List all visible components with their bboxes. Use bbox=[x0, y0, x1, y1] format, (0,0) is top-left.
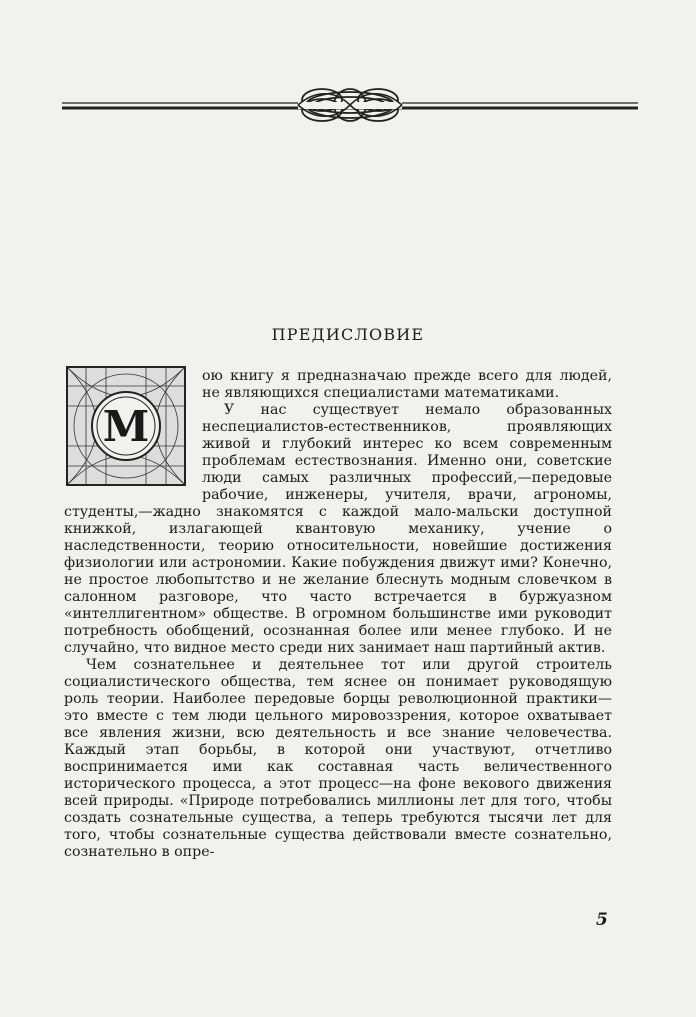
header-ornament bbox=[60, 80, 640, 130]
paragraph-2: У нас существует немало образованных неспециалистов-естественников, проявляющих живой и глубокий интерес ко всем современным проблемам естествознания. Именно они, советские люди самых различных профессий,—передовые рабочие, инженеры, учителя, врачи, агрономы, студенты,—жадно знакомятся с каждой мало-мальски доступной книжкой, излагающей квантовую механику, учение о наследственности, теорию относительности, новейшие достижения физиологии или астрономии. Какие побуждения движут ими? Конечно, не простое любопытство и не желание блеснуть модным словечком в салонном разговоре, что часто встречается в буржуазном «интеллигентном» обществе. В огромном большинстве ими руководит потребность обобщений, осознанная более или менее глубоко. И не случайно, что видное место среди них занимает наш партийный актив. bbox=[64, 402, 612, 656]
page-number: 5 bbox=[596, 910, 608, 930]
drop-cap-letter: М bbox=[102, 402, 150, 451]
paragraph-1: ою книгу я предназначаю прежде всего для людей, не являющихся специалистами математиками. bbox=[202, 368, 612, 401]
chapter-title: ПРЕДИСЛОВИЕ bbox=[271, 325, 425, 344]
paragraph-3: Чем сознательнее и деятельнее тот или другой строитель социалистического общества, тем яснее он понимает руководящую роль теории. Наиболее передовые борцы революционной практики—это вместе с тем люди цельного мировоззрения, которое охватывает все явления жизни, всю деятельность и все знание человечества. Каждый этап борьбы, в которой они участвуют, отчетливо воспринимается ими как составная часть величественного исторического процесса, а этот процесс—на фоне векового движения всей природы. «Природе потребовались миллионы лет для того, чтобы создать сознательные существа, а теперь требуются тысячи лет для того, чтобы сознательные существа действовали вместе сознательно, сознательно в опре- bbox=[64, 657, 612, 860]
drop-cap-space bbox=[64, 368, 192, 496]
body-text bbox=[64, 368, 612, 861]
